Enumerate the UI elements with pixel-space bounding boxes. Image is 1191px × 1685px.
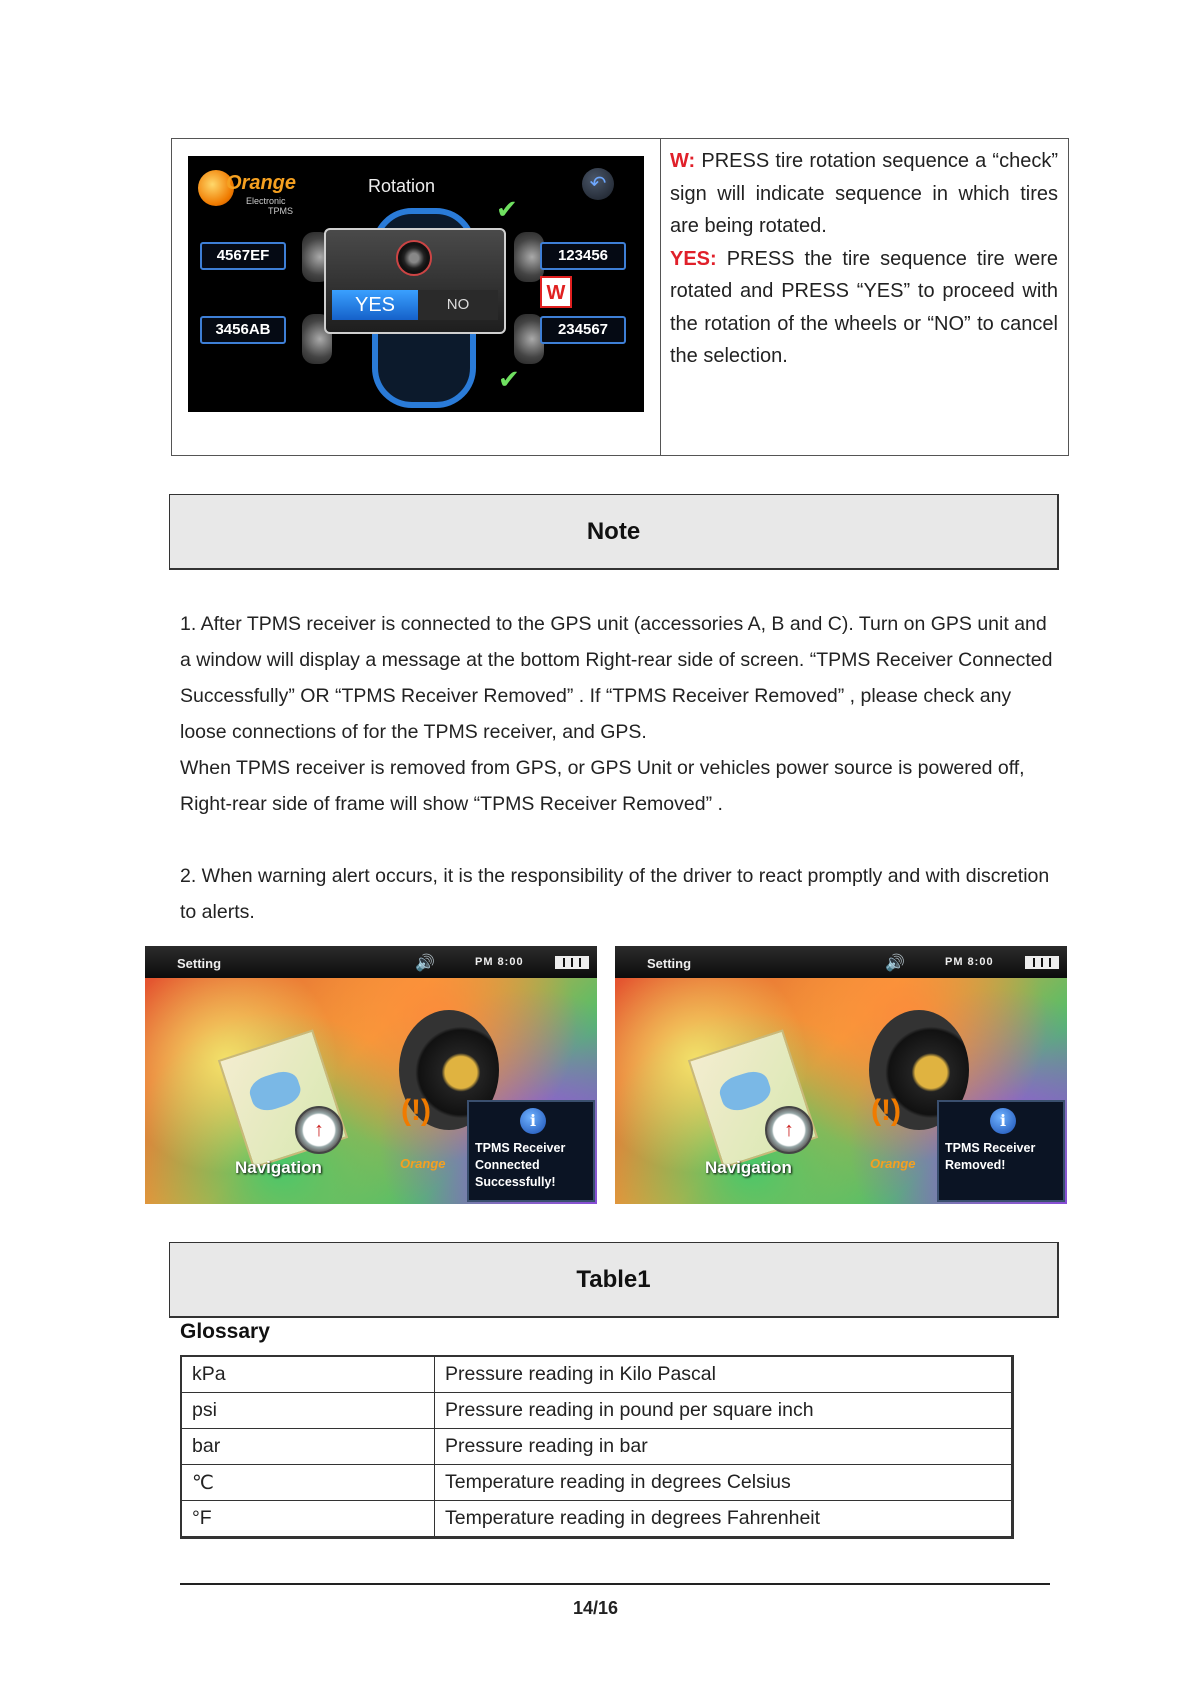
popup-line: Connected: [475, 1158, 540, 1172]
note-paragraph-1b: When TPMS receiver is removed from GPS, or GPS Unit or vehicles power source is powered off, Right-rear side of frame will show “TPMS Receiver Removed” .: [180, 757, 1025, 815]
term-cell: °F: [181, 1501, 435, 1538]
popup-message: [475, 1140, 593, 1191]
yes-button[interactable]: YES: [332, 290, 418, 320]
table-row: [181, 1393, 1013, 1429]
rotation-description: [670, 145, 1058, 373]
tpms-warning-icon: (!): [871, 1094, 901, 1127]
glossary-table: [180, 1355, 1014, 1539]
check-icon: ✔: [498, 364, 520, 394]
note-heading: Note: [169, 494, 1059, 570]
battery-icon: [555, 956, 589, 969]
popup-line: TPMS Receiver: [945, 1141, 1036, 1155]
meaning-cell: Pressure reading in bar: [435, 1429, 1013, 1465]
info-icon: i: [990, 1108, 1016, 1134]
tire-id-rear-right[interactable]: 234567: [540, 316, 626, 344]
nav-screen-connected: [145, 946, 597, 1204]
screen-title: Rotation: [368, 176, 436, 196]
footer-divider: [180, 1583, 1050, 1585]
yes-text: PRESS the tire sequence tire were rotated and PRESS “YES” to proceed with the rotation of the wheels or “NO” to cancel the selection.: [670, 247, 1058, 367]
setting-link[interactable]: Setting: [177, 956, 222, 971]
rotation-table: [171, 138, 1069, 456]
orange-mini-logo: Orange: [400, 1156, 446, 1171]
popup-line: TPMS Receiver: [475, 1141, 566, 1155]
term-cell: bar: [181, 1429, 435, 1465]
table-row: [181, 1356, 1013, 1393]
rotation-confirm-dialog: [324, 228, 506, 334]
w-text: PRESS tire rotation sequence a “check” sign will indicate sequence in which tires are being rotated.: [670, 150, 1058, 237]
tire-id-front-right[interactable]: 123456: [540, 242, 626, 270]
meaning-cell: Pressure reading in Kilo Pascal: [435, 1356, 1013, 1393]
table-row: [181, 1465, 1013, 1501]
battery-icon: [1025, 956, 1059, 969]
speaker-icon[interactable]: 🔊: [415, 955, 435, 972]
term-cell: psi: [181, 1393, 435, 1429]
tpms-warning-icon: (!): [401, 1094, 431, 1127]
logo-sub-text: Electronic: [246, 196, 286, 206]
popup-message: [945, 1140, 1063, 1174]
clock: PM 8:00: [945, 956, 994, 968]
table-row: [181, 1429, 1013, 1465]
nav-screen-removed: [615, 946, 1067, 1204]
orange-logo: [198, 166, 297, 216]
tpms-popup: [467, 1100, 595, 1202]
table-divider: [660, 139, 661, 455]
tpms-popup: [937, 1100, 1065, 1202]
popup-line: Successfully!: [475, 1175, 556, 1189]
meaning-cell: Temperature reading in degrees Celsius: [435, 1465, 1013, 1501]
rotation-screen: [188, 156, 644, 412]
meaning-cell: Pressure reading in pound per square inch: [435, 1393, 1013, 1429]
check-icon: ✔: [496, 194, 518, 224]
meaning-cell: Temperature reading in degrees Fahrenheit: [435, 1501, 1013, 1538]
note-paragraph-2: 2. When warning alert occurs, it is the responsibility of the driver to react promptly and with discretion to alerts.: [180, 865, 1050, 923]
tire-rotation-icon: [396, 240, 432, 276]
w-label: W:: [670, 150, 696, 172]
popup-line: Removed!: [945, 1158, 1006, 1172]
page-number: 14/16: [572, 1598, 619, 1618]
w-marker: W: [540, 276, 572, 308]
navigation-label[interactable]: Navigation: [235, 1158, 322, 1177]
info-icon: i: [520, 1108, 546, 1134]
tire-id-rear-left[interactable]: 3456AB: [200, 316, 286, 344]
navigation-label[interactable]: Navigation: [705, 1158, 792, 1177]
term-cell: kPa: [181, 1356, 435, 1393]
speaker-icon[interactable]: 🔊: [885, 955, 905, 972]
back-arrow-icon[interactable]: ↶: [582, 168, 614, 200]
setting-link[interactable]: Setting: [647, 956, 692, 971]
tire-id-front-left[interactable]: 4567EF: [200, 242, 286, 270]
glossary-title: Glossary: [180, 1320, 270, 1343]
table1-heading: Table1: [169, 1242, 1059, 1318]
compass-icon: ↑: [295, 1106, 343, 1154]
table-row: [181, 1501, 1013, 1538]
compass-icon: ↑: [765, 1106, 813, 1154]
logo-text: Orange: [226, 172, 297, 194]
note-paragraph-1: 1. After TPMS receiver is connected to the GPS unit (accessories A, B and C). Turn on GPS unit and a window will display a message at the bottom Right-rear side of screen. “TPMS Receiver Connected Successfully” OR “TPMS Receiver Removed” . If “TPMS Receiver Removed” , please check any loose connections of for the TPMS receiver, and GPS.: [180, 613, 1053, 743]
no-button[interactable]: NO: [418, 290, 498, 320]
orange-mini-logo: Orange: [870, 1156, 916, 1171]
clock: PM 8:00: [475, 956, 524, 968]
yes-label: YES:: [670, 247, 717, 270]
logo-tpms-text: TPMS: [268, 206, 294, 216]
term-cell: ℃: [181, 1465, 435, 1501]
